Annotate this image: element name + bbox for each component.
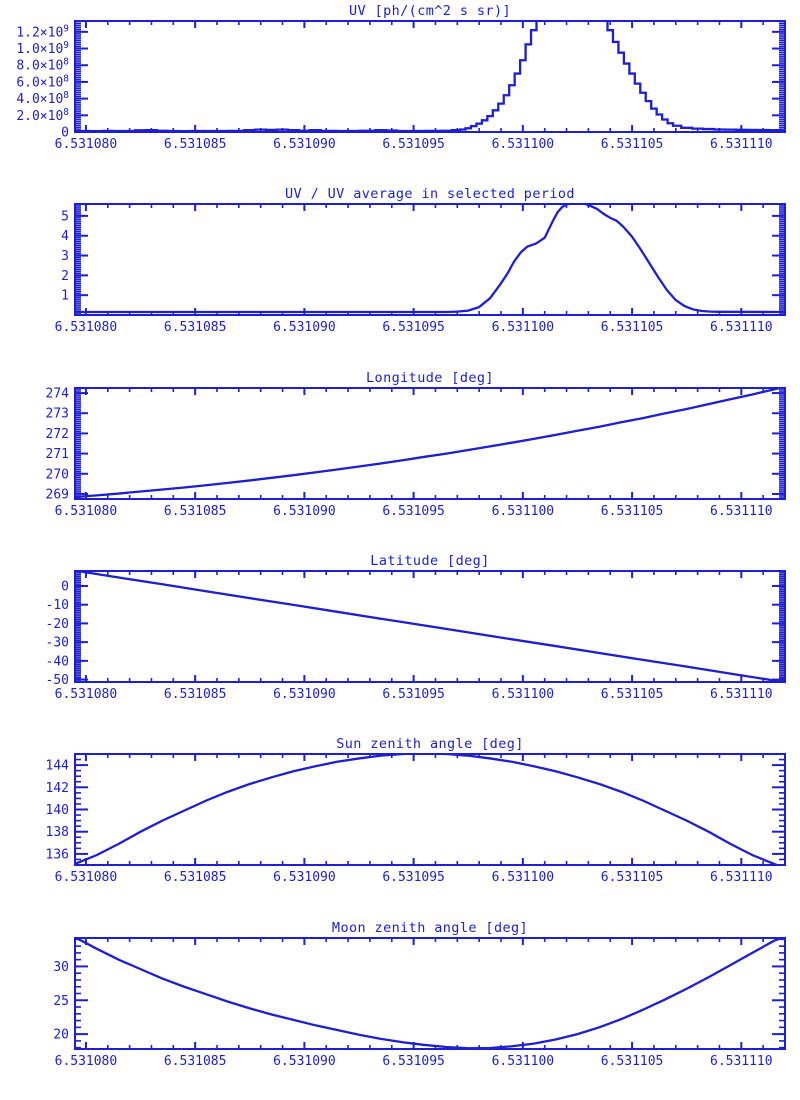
svg-text:6.531105: 6.531105 (600, 136, 664, 152)
svg-text:3: 3 (61, 249, 69, 265)
svg-text:6.531100: 6.531100 (491, 136, 555, 152)
svg-text:6.531110: 6.531110 (710, 870, 773, 886)
svg-text:269: 269 (45, 487, 69, 503)
plot-uv-ratio-canvas (0, 183, 800, 366)
svg-text:6.531100: 6.531100 (491, 503, 555, 519)
svg-text:1.0×109: $1.0\times 10^9$ (16, 40, 69, 58)
svg-text:5: 5 (61, 209, 69, 225)
plot-moon-zenith-angle-title: Moon zenith angle [deg] (331, 919, 529, 936)
svg-text:6.531105: 6.531105 (600, 1053, 664, 1069)
svg-text:6.531100: 6.531100 (491, 686, 555, 702)
svg-text:25: 25 (53, 993, 69, 1009)
svg-text:6.531080: 6.531080 (54, 320, 118, 336)
svg-text:0: 0 (61, 579, 69, 595)
svg-text:-20: -20 (45, 616, 69, 632)
svg-text:270: 270 (45, 466, 69, 482)
svg-text:6.531090: 6.531090 (273, 1053, 336, 1069)
svg-text:6.531080: 6.531080 (54, 686, 118, 702)
svg-text:1.2×109: $1.2\times 10^9$ (16, 23, 69, 41)
svg-text:6.531080: 6.531080 (54, 870, 118, 886)
svg-text:6.531105: 6.531105 (600, 870, 664, 886)
svg-text:271: 271 (45, 446, 69, 462)
svg-text:20: 20 (53, 1027, 69, 1043)
svg-text:30: 30 (53, 959, 69, 975)
svg-text:6.531100: 6.531100 (491, 320, 555, 336)
svg-text:138: 138 (45, 825, 69, 841)
plot-longitude (0, 367, 800, 550)
svg-text:274: 274 (45, 386, 69, 402)
plot-moon-zenith-angle-canvas (0, 917, 800, 1100)
svg-text:-30: -30 (45, 635, 69, 651)
svg-text:6.531100: 6.531100 (491, 1053, 555, 1069)
svg-text:6.531080: 6.531080 (54, 1053, 118, 1069)
plot-uv-title: UV [ph/(cm^2 s sr)] (348, 3, 512, 19)
svg-text:6.531085: 6.531085 (163, 1053, 227, 1069)
svg-text:-50: -50 (45, 673, 69, 689)
svg-text:6.531080: 6.531080 (54, 503, 118, 519)
svg-text:140: 140 (45, 803, 69, 819)
plot-latitude-canvas (0, 550, 800, 733)
svg-text:6.531085: 6.531085 (163, 870, 227, 886)
svg-text:6.531090: 6.531090 (273, 870, 336, 886)
svg-text:2: 2 (61, 269, 69, 285)
svg-text:4.0×108: $4.0\times 10^8$ (16, 90, 69, 108)
plot-sun-zenith-angle (0, 733, 800, 916)
svg-text:6.531095: 6.531095 (382, 1053, 445, 1069)
svg-text:6.531095: 6.531095 (382, 136, 445, 152)
svg-text:136: 136 (45, 847, 69, 863)
svg-text:6.531110: 6.531110 (710, 320, 773, 336)
plot-longitude-canvas (0, 367, 800, 550)
svg-text:272: 272 (45, 426, 69, 442)
plot-longitude-title: Longitude [deg] (366, 369, 494, 386)
svg-text:142: 142 (45, 781, 69, 797)
svg-text:6.531090: 6.531090 (273, 686, 336, 702)
svg-text:6.531085: 6.531085 (163, 503, 227, 519)
svg-text:6.531105: 6.531105 (600, 320, 664, 336)
svg-text:6.0×108: $6.0\times 10^8$ (16, 73, 69, 91)
svg-text:6.531110: 6.531110 (710, 1053, 773, 1069)
svg-text:6.531095: 6.531095 (382, 686, 445, 702)
plot-uv-ratio-title: UV / UV average in selected period (285, 186, 575, 203)
svg-text:6.531110: 6.531110 (710, 686, 773, 702)
svg-text:-40: -40 (45, 654, 69, 670)
svg-text:2.0×108: $2.0\times 10^8$ (16, 106, 69, 124)
svg-text:6.531100: 6.531100 (491, 870, 555, 886)
plot-uv (0, 0, 800, 183)
svg-text:1: 1 (61, 289, 69, 305)
plot-latitude (0, 550, 800, 733)
svg-text:8.0×108: $8.0\times 10^8$ (16, 56, 69, 74)
svg-text:6.531090: 6.531090 (273, 136, 336, 152)
svg-text:4: 4 (61, 229, 69, 245)
svg-text:6.531110: 6.531110 (710, 136, 773, 152)
svg-text:6.531090: 6.531090 (273, 503, 336, 519)
svg-text:6.531110: 6.531110 (710, 503, 773, 519)
plot-uv-canvas (0, 0, 800, 183)
plot-uv-ratio (0, 183, 800, 366)
svg-text:6.531085: 6.531085 (163, 686, 227, 702)
plot-sun-zenith-angle-canvas (0, 733, 800, 916)
plot-sun-zenith-angle-title: Sun zenith angle [deg] (336, 736, 524, 753)
svg-text:0: 0 (61, 125, 69, 141)
svg-text:6.531095: 6.531095 (382, 320, 445, 336)
svg-text:6.531105: 6.531105 (600, 686, 664, 702)
svg-text:6.531085: 6.531085 (163, 320, 227, 336)
svg-text:-10: -10 (45, 598, 69, 614)
svg-text:6.531090: 6.531090 (273, 320, 336, 336)
svg-text:6.531095: 6.531095 (382, 503, 445, 519)
svg-text:6.531085: 6.531085 (163, 136, 227, 152)
svg-text:6.531105: 6.531105 (600, 503, 664, 519)
svg-text:273: 273 (45, 406, 69, 422)
plot-moon-zenith-angle (0, 917, 800, 1100)
svg-text:6.531080: 6.531080 (54, 136, 118, 152)
plot-latitude-title: Latitude [deg] (370, 552, 490, 569)
svg-text:6.531095: 6.531095 (382, 870, 445, 886)
svg-text:144: 144 (45, 758, 69, 774)
